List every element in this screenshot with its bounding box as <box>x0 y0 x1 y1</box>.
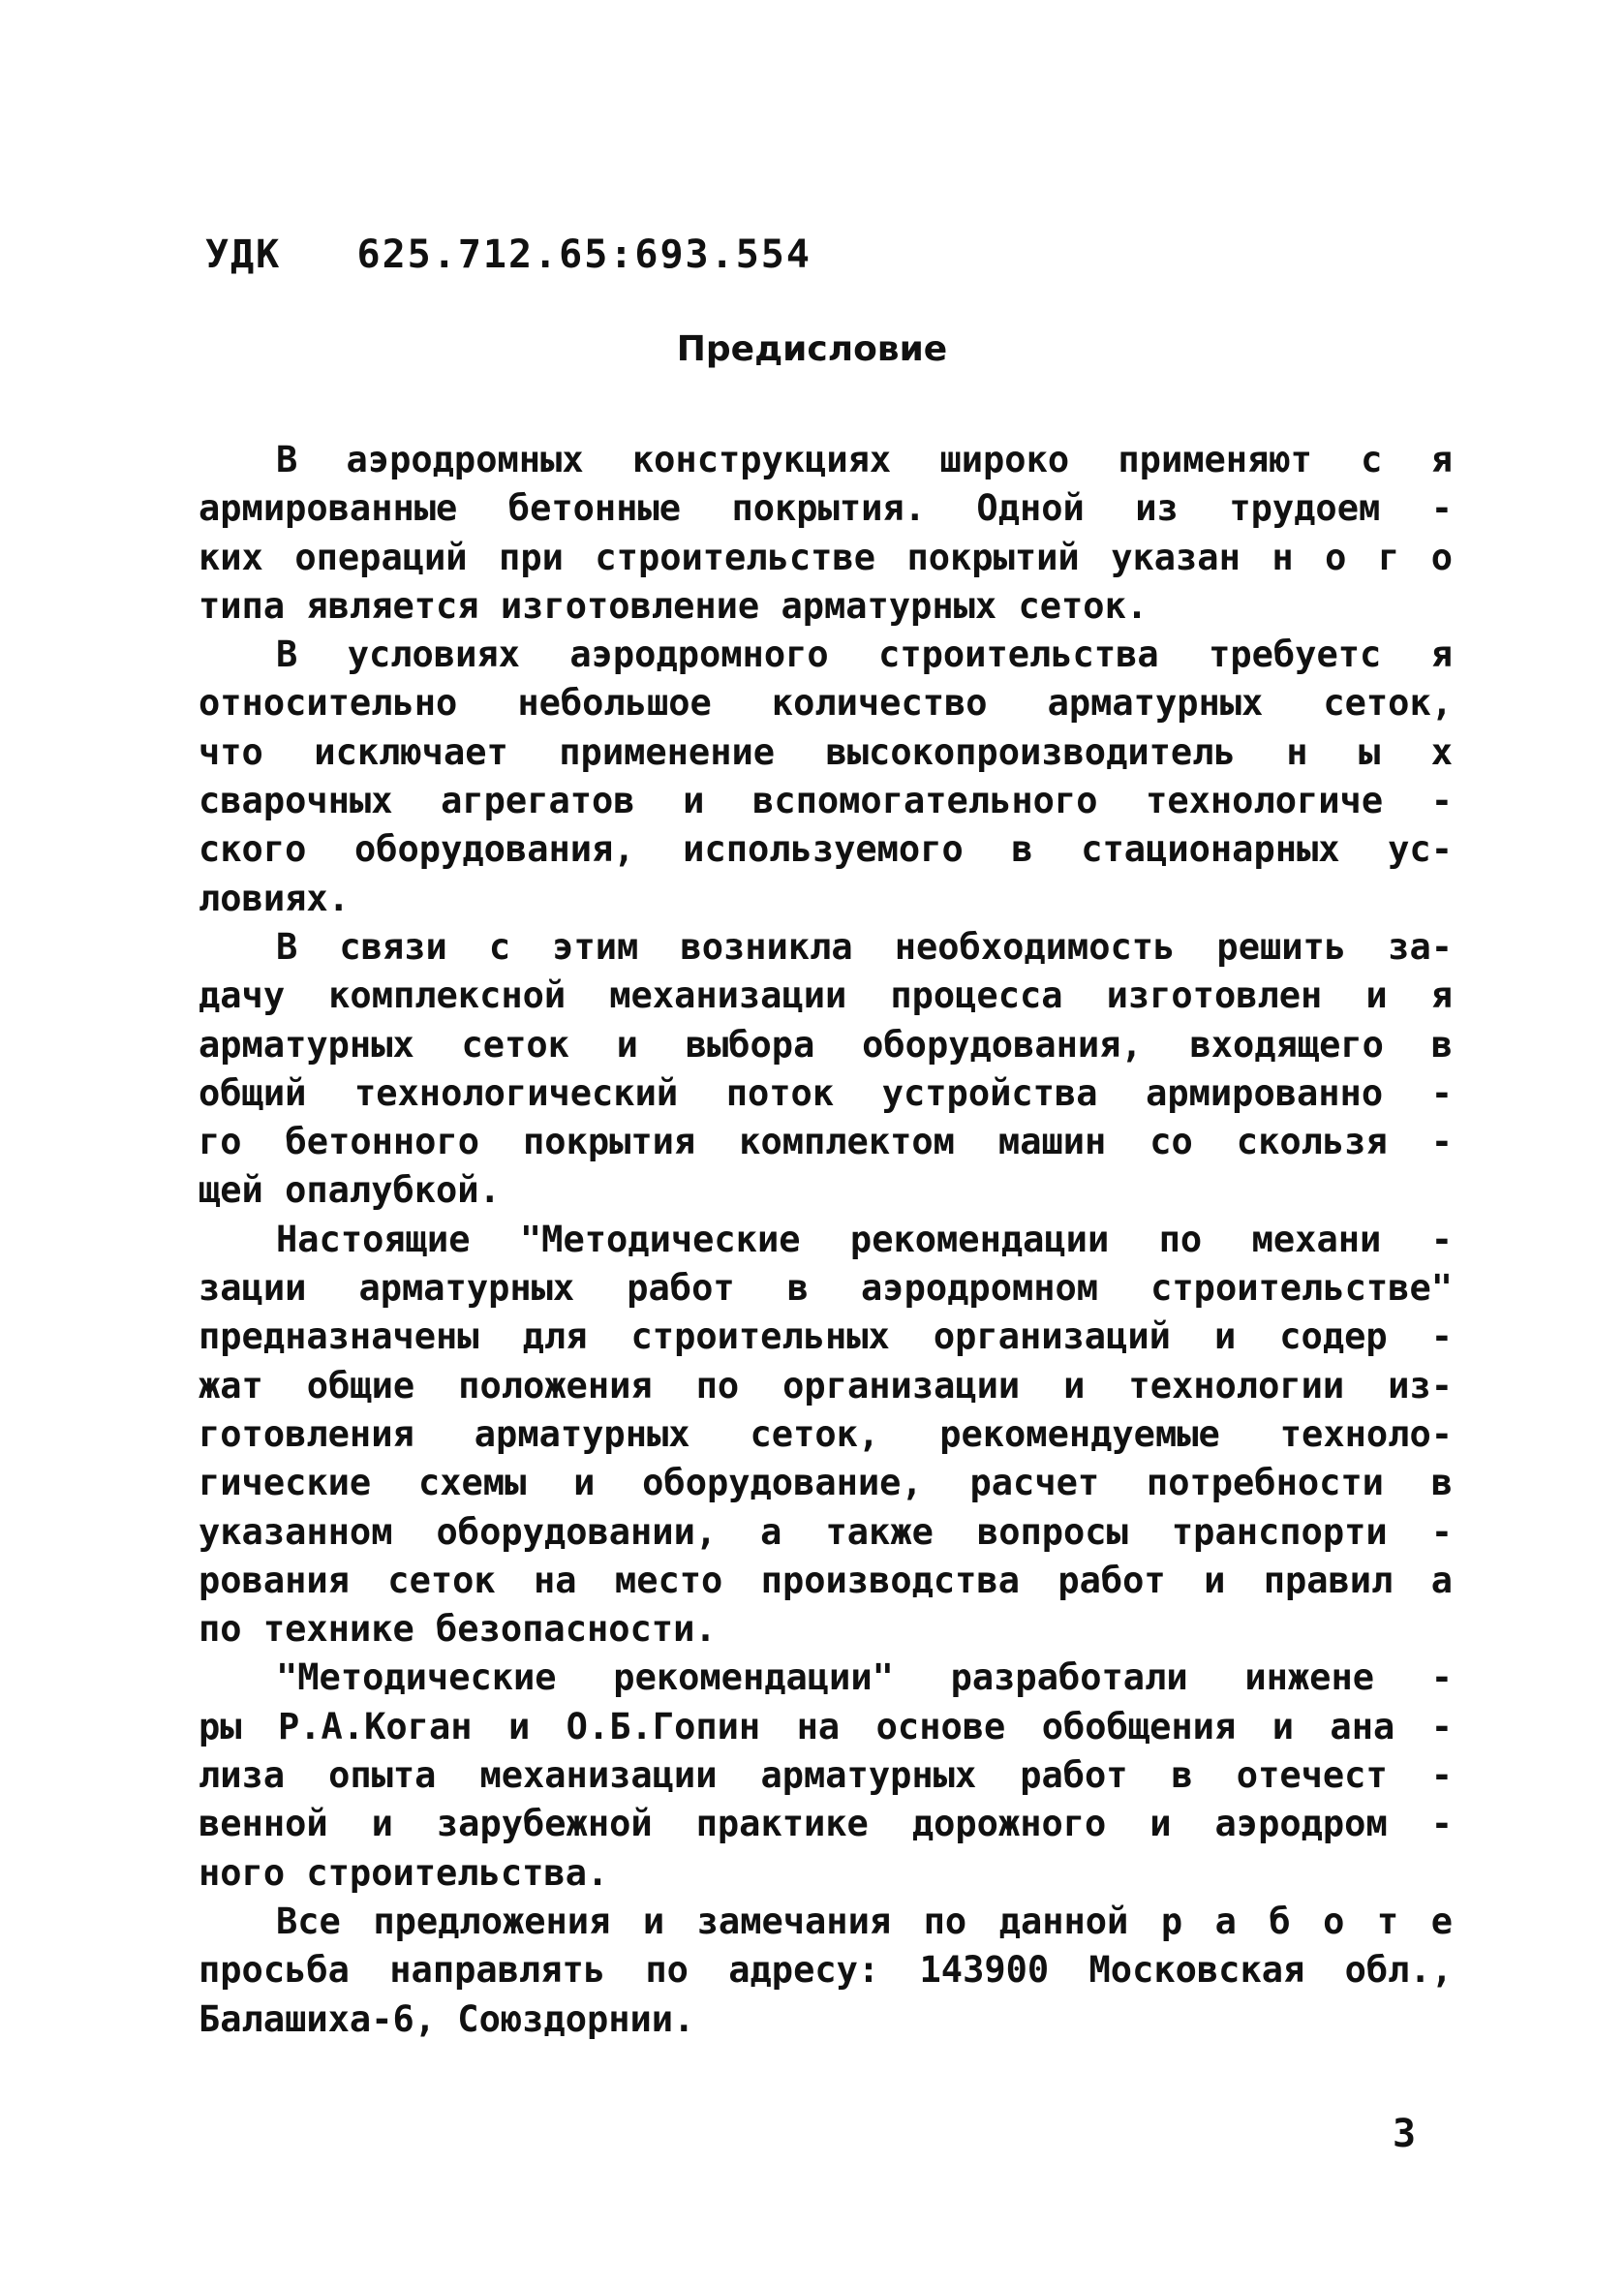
preface-body <box>199 436 1453 2044</box>
text-line: просьба направлять по адресу: 143900 Московская обл., <box>199 1949 1453 1992</box>
text-line: В связи с этим возникла необходимость решить за- <box>276 925 1453 968</box>
text-line: армированные бетонные покрытия. Одной из трудоем - <box>199 487 1453 530</box>
text-line: Настоящие "Методические рекомендации по механи - <box>276 1218 1453 1260</box>
text-line: лиза опыта механизации арматурных работ в отечест - <box>199 1754 1453 1797</box>
text-line: рования сеток на место производства работ и правил а <box>199 1559 1453 1601</box>
text-line: ловиях. <box>199 877 350 919</box>
text-line: ского оборудования, используемого в стационарных ус- <box>199 828 1453 871</box>
text-line: Все предложения и замечания по данной р а б о т е <box>276 1900 1453 1942</box>
text-line: готовления арматурных сеток, рекомендуемые техноло- <box>199 1412 1453 1455</box>
text-line: венной и зарубежной практике дорожного и аэродром - <box>199 1803 1453 1845</box>
page-title: Предисловие <box>676 329 948 369</box>
text-line: дачу комплексной механизации процесса изготовлен и я <box>199 974 1453 1017</box>
text-line: сварочных агрегатов и вспомогательного технологиче - <box>199 780 1453 822</box>
text-line: что исключает применение высокопроизводитель н ы х <box>199 730 1453 773</box>
page-number: 3 <box>1393 2112 1417 2156</box>
text-line: щей опалубкой. <box>199 1169 501 1212</box>
text-line: по технике безопасности. <box>199 1608 717 1651</box>
text-line: гические схемы и оборудование, расчет потребности в <box>199 1462 1453 1504</box>
text-line: В условиях аэродромного строительства требуетс я <box>276 634 1453 676</box>
text-line: Балашиха-6, Союздорнии. <box>199 1997 695 2040</box>
text-line: типа является изготовление арматурных сеток. <box>199 584 1149 627</box>
text-line: В аэродромных конструкциях широко применяют с я <box>276 439 1453 480</box>
text-line: жат общие положения по организации и технологии из- <box>199 1364 1453 1407</box>
text-line: "Методические рекомендации" разработали инжене - <box>276 1656 1453 1699</box>
text-line: го бетонного покрытия комплектом машин со скользя - <box>199 1121 1453 1163</box>
udk-code: УДК 625.712.65:693.554 <box>205 232 812 277</box>
text-line: ры Р.А.Коган и О.Б.Гопин на основе обобщения и ана - <box>199 1705 1453 1747</box>
text-line: относительно небольшое количество арматурных сеток, <box>199 682 1453 725</box>
text-line: ких операций при строительстве покрытий указан н о г о <box>199 536 1453 578</box>
text-line: зации арматурных работ в аэродромном строительстве" <box>199 1267 1453 1310</box>
text-line: указанном оборудовании, а также вопросы транспорти - <box>199 1510 1453 1553</box>
text-line: арматурных сеток и выбора оборудования, входящего в <box>199 1023 1453 1066</box>
text-line: ного строительства. <box>199 1851 609 1894</box>
text-line: общий технологический поток устройства армированно - <box>199 1071 1453 1114</box>
text-line: предназначены для строительных организаций и содер - <box>199 1315 1453 1358</box>
